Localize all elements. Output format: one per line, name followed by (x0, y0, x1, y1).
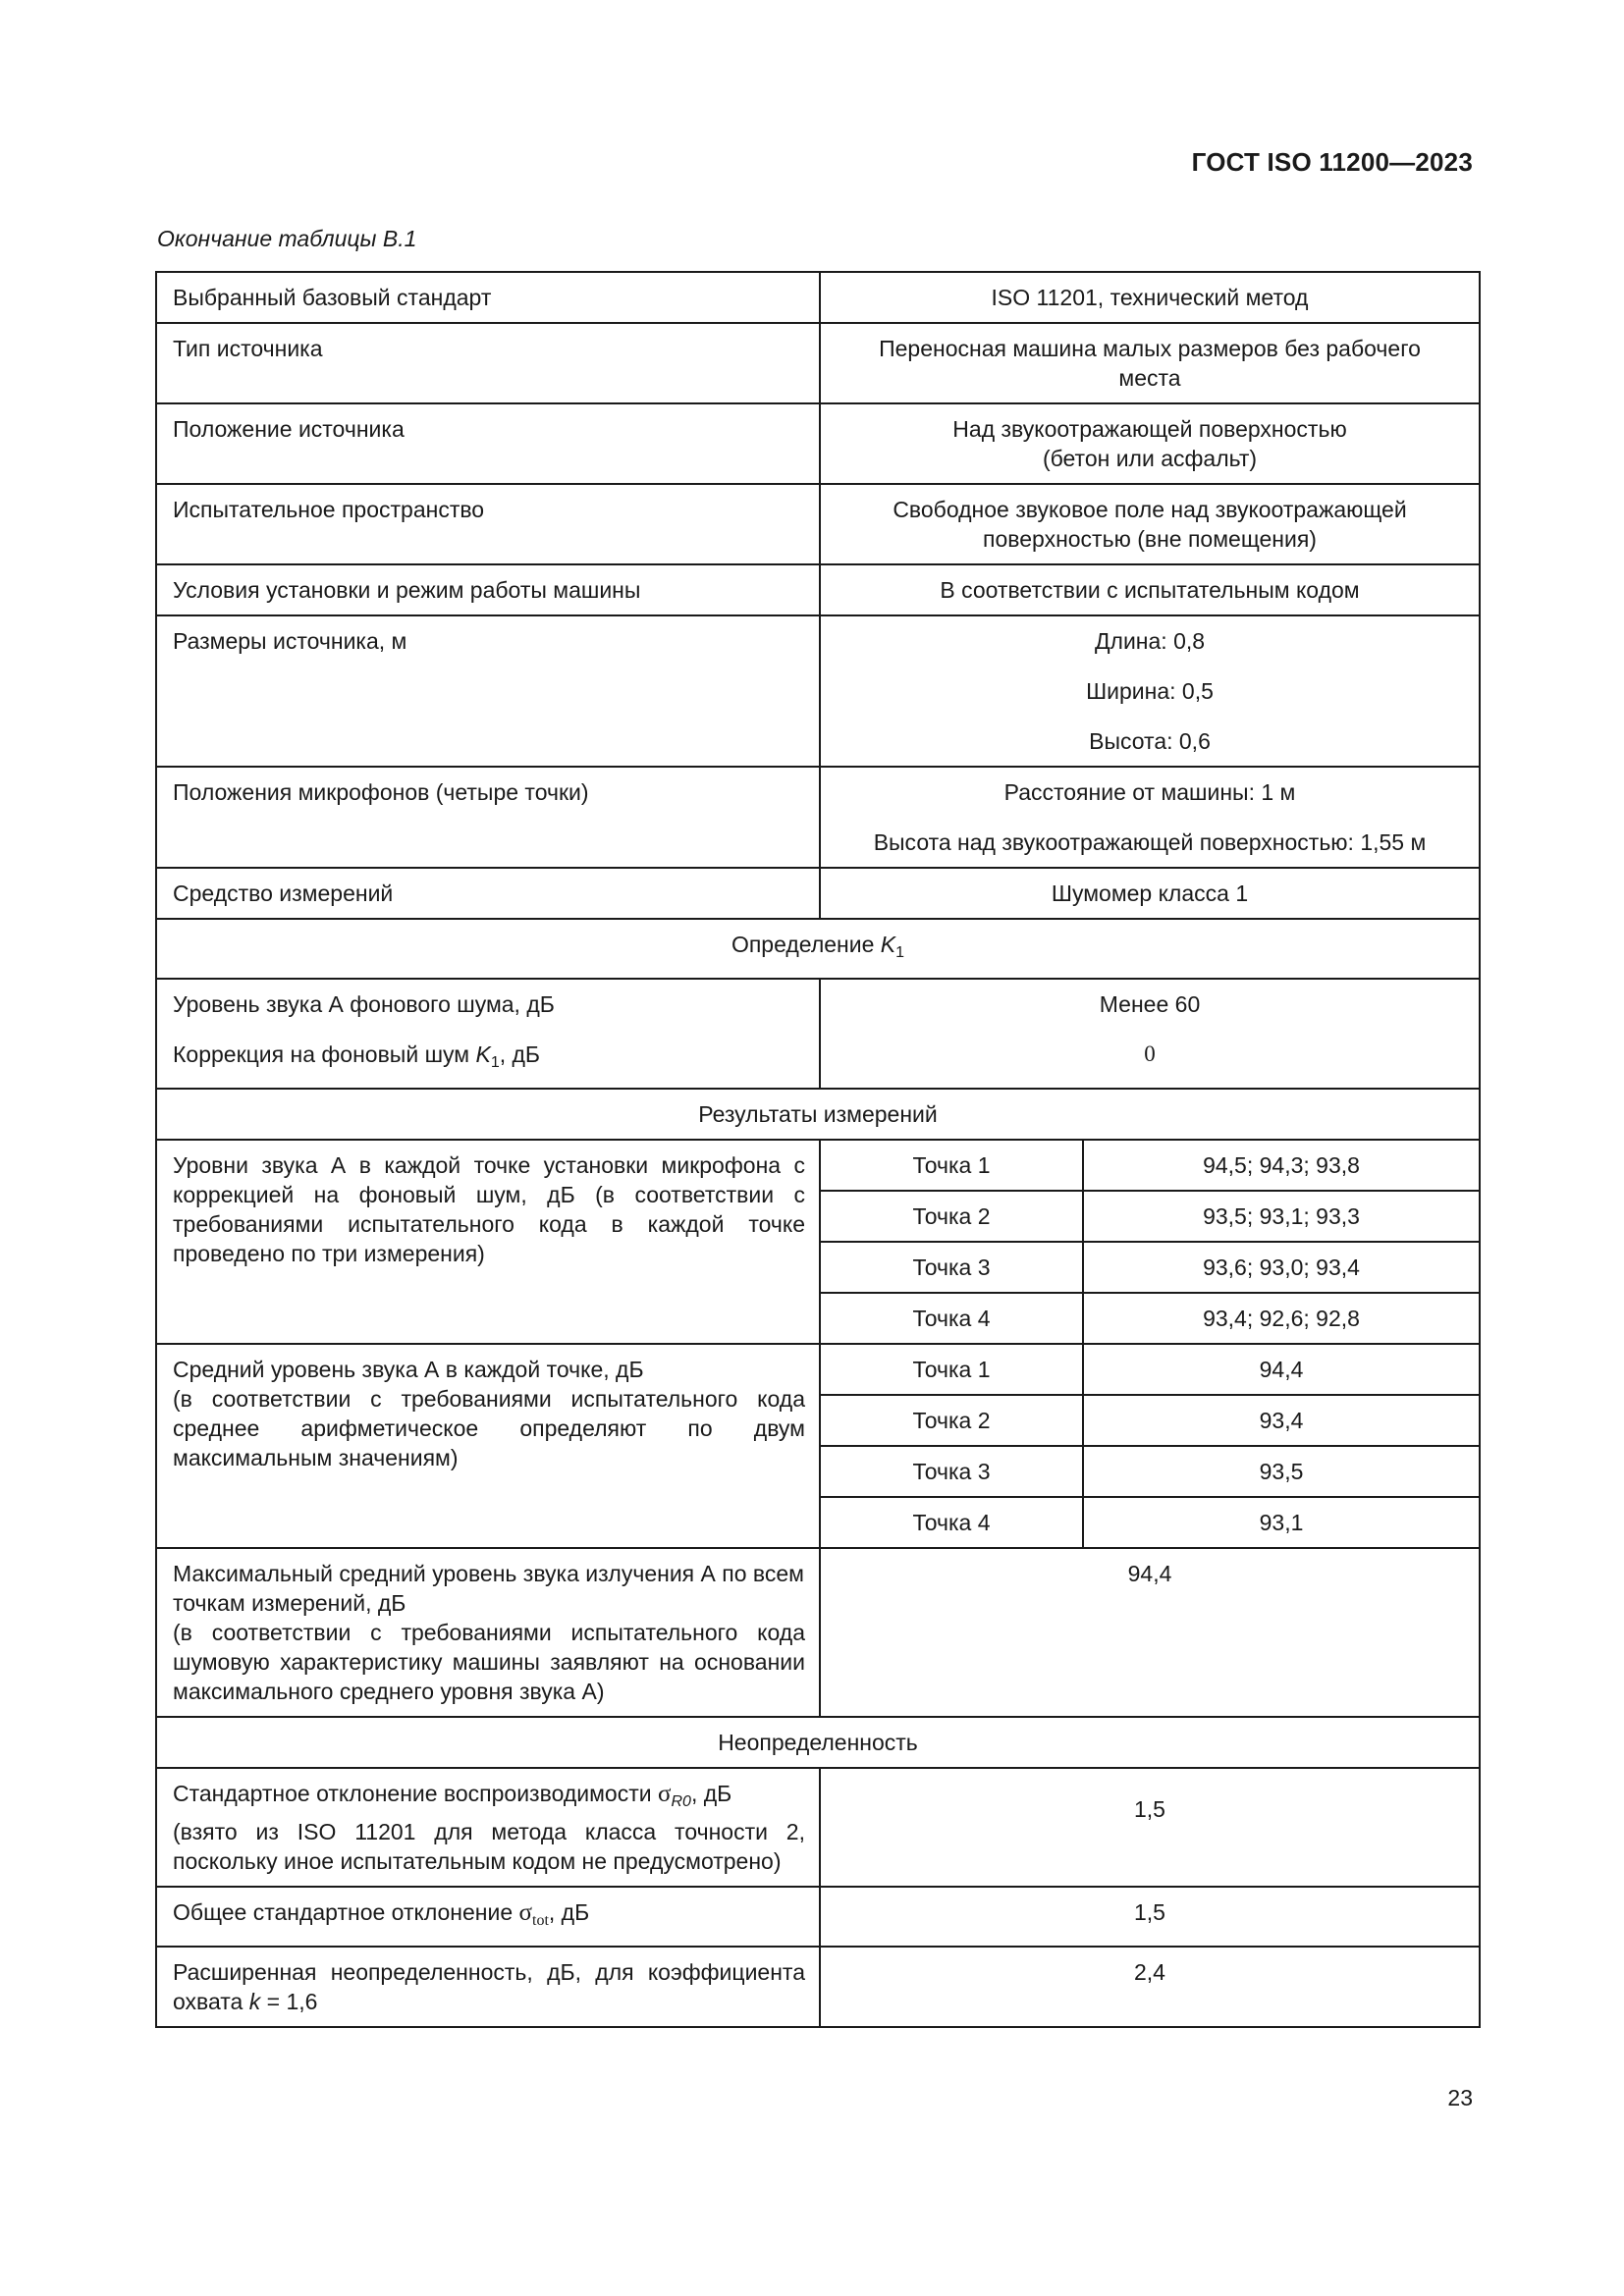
point-cell: Точка 4 (820, 1293, 1083, 1344)
table-row (156, 484, 1480, 564)
k1-subscript: 1 (490, 1054, 500, 1071)
source-type-value: Переносная машина малых размеров без рабочего места (879, 336, 1421, 391)
sigma-symbol: σ (658, 1781, 672, 1807)
background-noise-value: Менее 60 (1099, 991, 1201, 1017)
mean-label-line-1: Средний уровень звука А в каждой точке, дБ (173, 1357, 644, 1382)
total-label-suffix: , дБ (548, 1899, 590, 1925)
level-value-cell: 93,4; 92,6; 92,8 (1083, 1293, 1480, 1344)
uncertainty-section-title: Неопределенность (156, 1717, 1480, 1768)
point-cell: Точка 2 (820, 1395, 1083, 1446)
correction-label-suffix: , дБ (499, 1041, 541, 1067)
results-section-title: Результаты измерений (156, 1089, 1480, 1140)
value-cell (820, 484, 1480, 564)
table-row (156, 1344, 1480, 1395)
k1-subscript: 1 (895, 944, 905, 961)
document-standard-header: ГОСТ ISO 11200—2023 (1191, 147, 1473, 177)
mic-height-value: Высота над звукоотражающей поверхностью: 1,55 м (873, 829, 1427, 855)
label-cell: Положения микрофонов (четыре точки) (156, 767, 820, 868)
label-cell: Размеры источника, м (156, 615, 820, 767)
reproducibility-label-suffix: , дБ (690, 1781, 732, 1806)
k1-section-title (156, 919, 1480, 979)
mean-label-rest: (в соответствии с требованиями испытательного кода среднее арифметическое определяют по двум максимальным значениям) (173, 1386, 805, 1470)
table-row (156, 767, 1480, 868)
sigma-subscript: R0 (671, 1793, 691, 1810)
mean-value-cell: 93,1 (1083, 1497, 1480, 1548)
point-cell: Точка 2 (820, 1191, 1083, 1242)
expanded-label-prefix: Расширенная неопределенность, дБ, для коэффициента охвата (173, 1959, 805, 2014)
reproducibility-label (173, 1779, 805, 1817)
source-position-line-2: (бетон или асфальт) (1042, 446, 1258, 471)
k1-symbol: K (880, 932, 896, 957)
label-cell: Тип источника (156, 323, 820, 403)
sigma-subscript: tot (532, 1912, 549, 1929)
test-space-value: Свободное звуковое поле над звукоотражающей поверхностью (вне помещения) (893, 497, 1407, 552)
length-value: Длина: 0,8 (1094, 628, 1206, 654)
mic-distance-value: Расстояние от машины: 1 м (1003, 779, 1296, 805)
table-caption: Окончание таблицы В.1 (157, 226, 417, 251)
label-cell: Испытательное пространство (156, 484, 820, 564)
reproducibility-label-cell (156, 1768, 820, 1887)
point-cell: Точка 1 (820, 1140, 1083, 1191)
height-value: Высота: 0,6 (1089, 728, 1211, 754)
k1-title-text: Определение (731, 932, 875, 957)
value-cell: ISO 11201, технический метод (820, 272, 1480, 323)
expanded-label-suffix: = 1,6 (260, 1989, 318, 2014)
background-correction-value: 0 (1144, 1041, 1156, 1066)
value-cell (820, 979, 1480, 1089)
level-value-cell: 93,6; 93,0; 93,4 (1083, 1242, 1480, 1293)
point-cell: Точка 4 (820, 1497, 1083, 1548)
value-cell (820, 767, 1480, 868)
page-number: 23 (1447, 2085, 1473, 2110)
table-row (156, 564, 1480, 615)
label-cell: Средство измерений (156, 868, 820, 919)
table-row (156, 272, 1480, 323)
value-cell: В соответствии с испытательным кодом (820, 564, 1480, 615)
source-position-line-1: Над звукоотражающей поверхностью (952, 416, 1347, 442)
max-label-rest: (в соответствии с требованиями испытательного кода шумовую характеристику машины заявляют на основании максимального среднего уровня звука А) (173, 1620, 805, 1704)
section-header-row (156, 919, 1480, 979)
value-cell (820, 323, 1480, 403)
table-row (156, 323, 1480, 403)
table-row (156, 1887, 1480, 1947)
value-cell: 1,5 (820, 1887, 1480, 1947)
value-cell: 2,4 (820, 1947, 1480, 2027)
label-cell: Выбранный базовый стандарт (156, 272, 820, 323)
k1-symbol: K (475, 1041, 491, 1067)
table-row (156, 1140, 1480, 1191)
background-correction-label (173, 1040, 805, 1078)
reproducibility-label-prefix: Стандартное отклонение воспроизводимости (173, 1781, 652, 1806)
table-row (156, 1548, 1480, 1717)
label-cell: Условия установки и режим работы машины (156, 564, 820, 615)
point-cell: Точка 1 (820, 1344, 1083, 1395)
total-label-prefix: Общее стандартное отклонение (173, 1899, 514, 1925)
mean-value-cell: 94,4 (1083, 1344, 1480, 1395)
background-noise-label: Уровень звука А фонового шума, дБ (173, 991, 555, 1017)
section-header-row (156, 1717, 1480, 1768)
value-cell (820, 1548, 1480, 1717)
total-label-cell (156, 1887, 820, 1947)
specification-table (155, 271, 1481, 2028)
level-value-cell: 94,5; 94,3; 93,8 (1083, 1140, 1480, 1191)
mean-value-cell: 93,5 (1083, 1446, 1480, 1497)
label-cell: Положение источника (156, 403, 820, 484)
value-cell (820, 1768, 1480, 1887)
mean-label-cell (156, 1344, 820, 1548)
table-row (156, 615, 1480, 767)
table-row (156, 868, 1480, 919)
value-cell (820, 615, 1480, 767)
point-cell: Точка 3 (820, 1242, 1083, 1293)
expanded-label (173, 1957, 805, 2016)
label-cell (156, 979, 820, 1089)
max-label-cell (156, 1548, 820, 1717)
table-row (156, 979, 1480, 1089)
table-row (156, 1768, 1480, 1887)
sigma-symbol: σ (518, 1899, 532, 1926)
value-cell: Шумомер класса 1 (820, 868, 1480, 919)
mean-value-cell: 93,4 (1083, 1395, 1480, 1446)
width-value: Ширина: 0,5 (1086, 678, 1214, 704)
expanded-label-cell (156, 1947, 820, 2027)
section-header-row (156, 1089, 1480, 1140)
value-cell (820, 403, 1480, 484)
table-row (156, 403, 1480, 484)
table-row (156, 1947, 1480, 2027)
coverage-factor-symbol: k (248, 1989, 261, 2014)
reproducibility-value: 1,5 (1134, 1796, 1165, 1822)
correction-label-prefix: Коррекция на фоновый шум (173, 1041, 470, 1067)
point-cell: Точка 3 (820, 1446, 1083, 1497)
max-value: 94,4 (1127, 1561, 1172, 1586)
levels-label-cell: Уровни звука А в каждой точке установки микрофона с коррекцией на фоновый шум, дБ (в соответствии с требованиями испытательного кода в каждой точке проведено по три измерения) (156, 1140, 820, 1344)
reproducibility-note: (взято из ISO 11201 для метода класса точности 2, поскольку иное испытательным кодом не предусмотрено) (173, 1819, 805, 1874)
max-label-line-1: Максимальный средний уровень звука излучения А по всем точкам измерений, дБ (173, 1561, 804, 1616)
level-value-cell: 93,5; 93,1; 93,3 (1083, 1191, 1480, 1242)
